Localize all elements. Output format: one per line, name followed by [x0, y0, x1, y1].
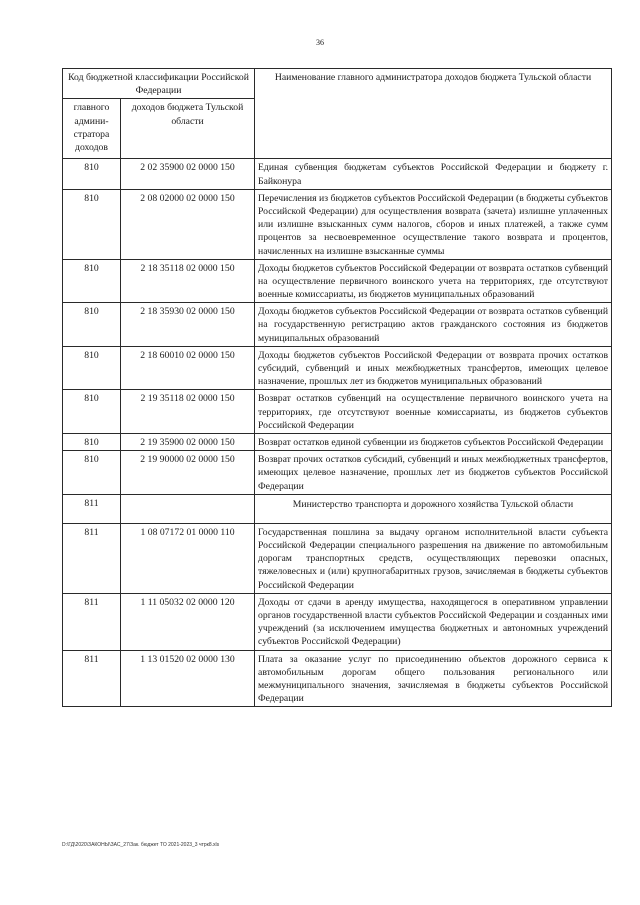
table-row: [63, 390, 612, 434]
income-code: 2 19 90000 02 0000 150: [121, 451, 255, 495]
income-name: Доходы бюджетов субъектов Российской Федерации от возврата прочих остатков субсидий, субвенций и иных межбюджетных трансфертов, имеющих целевое назначение, прошлых лет из бюджетов муниципальных образований: [255, 346, 612, 390]
income-code: 2 19 35118 02 0000 150: [121, 390, 255, 434]
header-name: Наименование главного администратора доходов бюджета Тульской области: [255, 69, 612, 159]
table-row: [63, 523, 612, 593]
income-name: Доходы бюджетов субъектов Российской Федерации от возврата остатков субвенций на осуществление первичного воинского учета на территориях, где отсутствуют военные комиссариаты, из бюджетов муниципальных образований: [255, 259, 612, 303]
admin-code: 810: [63, 451, 121, 495]
income-code: 2 18 35930 02 0000 150: [121, 303, 255, 347]
income-name: Доходы от сдачи в аренду имущества, находящегося в оперативном управлении органов государственной власти субъектов Российской Федерации и созданных ими учреждений (за исключением имущества бюджетных и автономных учреждений субъектов Российской Федерации): [255, 593, 612, 650]
admin-code: 810: [63, 433, 121, 450]
table-row: [63, 159, 612, 189]
income-code: 2 18 35118 02 0000 150: [121, 259, 255, 303]
income-name: Возврат прочих остатков субсидий, субвенций и иных межбюджетных трансфертов, имеющих целевое назначение, прошлых лет из бюджетов субъектов Российской Федерации: [255, 451, 612, 495]
income-name: Плата за оказание услуг по присоединению объектов дорожного сервиса к автомобильным дорогам общего пользования регионального или межмуниципального значения, зачисляемая в бюджеты субъектов Российской Федерации: [255, 650, 612, 707]
admin-code: 810: [63, 303, 121, 347]
table-row: [63, 303, 612, 347]
income-name: Возврат остатков единой субвенции из бюджетов субъектов Российской Федерации: [255, 433, 612, 450]
table-row: [63, 650, 612, 707]
admin-code: 811: [63, 593, 121, 650]
income-code: [121, 494, 255, 523]
header-income: доходов бюджета Тульской области: [121, 99, 255, 159]
income-code: 2 02 35900 02 0000 150: [121, 159, 255, 189]
footer-file-path: D:\ГД\2020\ЗАКОНЫ\ЗАС_27\Зак. бюджет ТО 2021-2023_3 чтрк8.xls: [62, 842, 220, 848]
income-code: 1 13 01520 02 0000 130: [121, 650, 255, 707]
table-row: [63, 189, 612, 259]
header-code-group: Код бюджетной классификации Российской Федерации: [63, 69, 255, 99]
income-name: Перечисления из бюджетов субъектов Российской Федерации (в бюджеты субъектов Российской Федерации) для осуществления возврата (зачета) излишне уплаченных или излишне взысканных сумм налогов, сборов и иных платежей, а также сумм процентов за несвоевременное осуществление такого возврата и процентов, начисленных на излишне взысканные суммы: [255, 189, 612, 259]
table-row: [63, 346, 612, 390]
table-row: [63, 451, 612, 495]
income-code: 2 18 60010 02 0000 150: [121, 346, 255, 390]
admin-code: 810: [63, 259, 121, 303]
admin-code: 810: [63, 390, 121, 434]
budget-classification-table: [62, 68, 612, 707]
admin-code: 811: [63, 523, 121, 593]
admin-code: 811: [63, 494, 121, 523]
income-code: 1 11 05032 02 0000 120: [121, 593, 255, 650]
table-row: [63, 494, 612, 523]
page-number: 36: [316, 38, 324, 47]
admin-code: 811: [63, 650, 121, 707]
administrator-name: Министерство транспорта и дорожного хозяйства Тульской области: [255, 494, 612, 523]
admin-code: 810: [63, 159, 121, 189]
table-row: [63, 593, 612, 650]
admin-code: 810: [63, 346, 121, 390]
income-code: 2 19 35900 02 0000 150: [121, 433, 255, 450]
income-name: Доходы бюджетов субъектов Российской Федерации от возврата остатков субвенций на государственную регистрацию актов гражданского состояния из бюджетов муниципальных образований: [255, 303, 612, 347]
income-code: 2 08 02000 02 0000 150: [121, 189, 255, 259]
income-name: Возврат остатков субвенций на осуществление первичного воинского учета на территориях, где отсутствуют военные комиссариаты, из бюджетов субъектов Российской Федерации: [255, 390, 612, 434]
income-name: Единая субвенция бюджетам субъектов Российской Федерации и бюджету г. Байконура: [255, 159, 612, 189]
table-header-row: [63, 69, 612, 99]
income-code: 1 08 07172 01 0000 110: [121, 523, 255, 593]
income-name: Государственная пошлина за выдачу органом исполнительной власти субъекта Российской Федерации специального разрешения на движение по автомобильным дорогам транспортных средств, осуществляющих перевозки опасных, тяжеловесных и (или) крупногабаритных грузов, зачисляемая в бюджеты субъектов Российской Федерации: [255, 523, 612, 593]
table-row: [63, 433, 612, 450]
table-row: [63, 259, 612, 303]
admin-code: 810: [63, 189, 121, 259]
header-admin: главного админи-стратора доходов: [63, 99, 121, 159]
